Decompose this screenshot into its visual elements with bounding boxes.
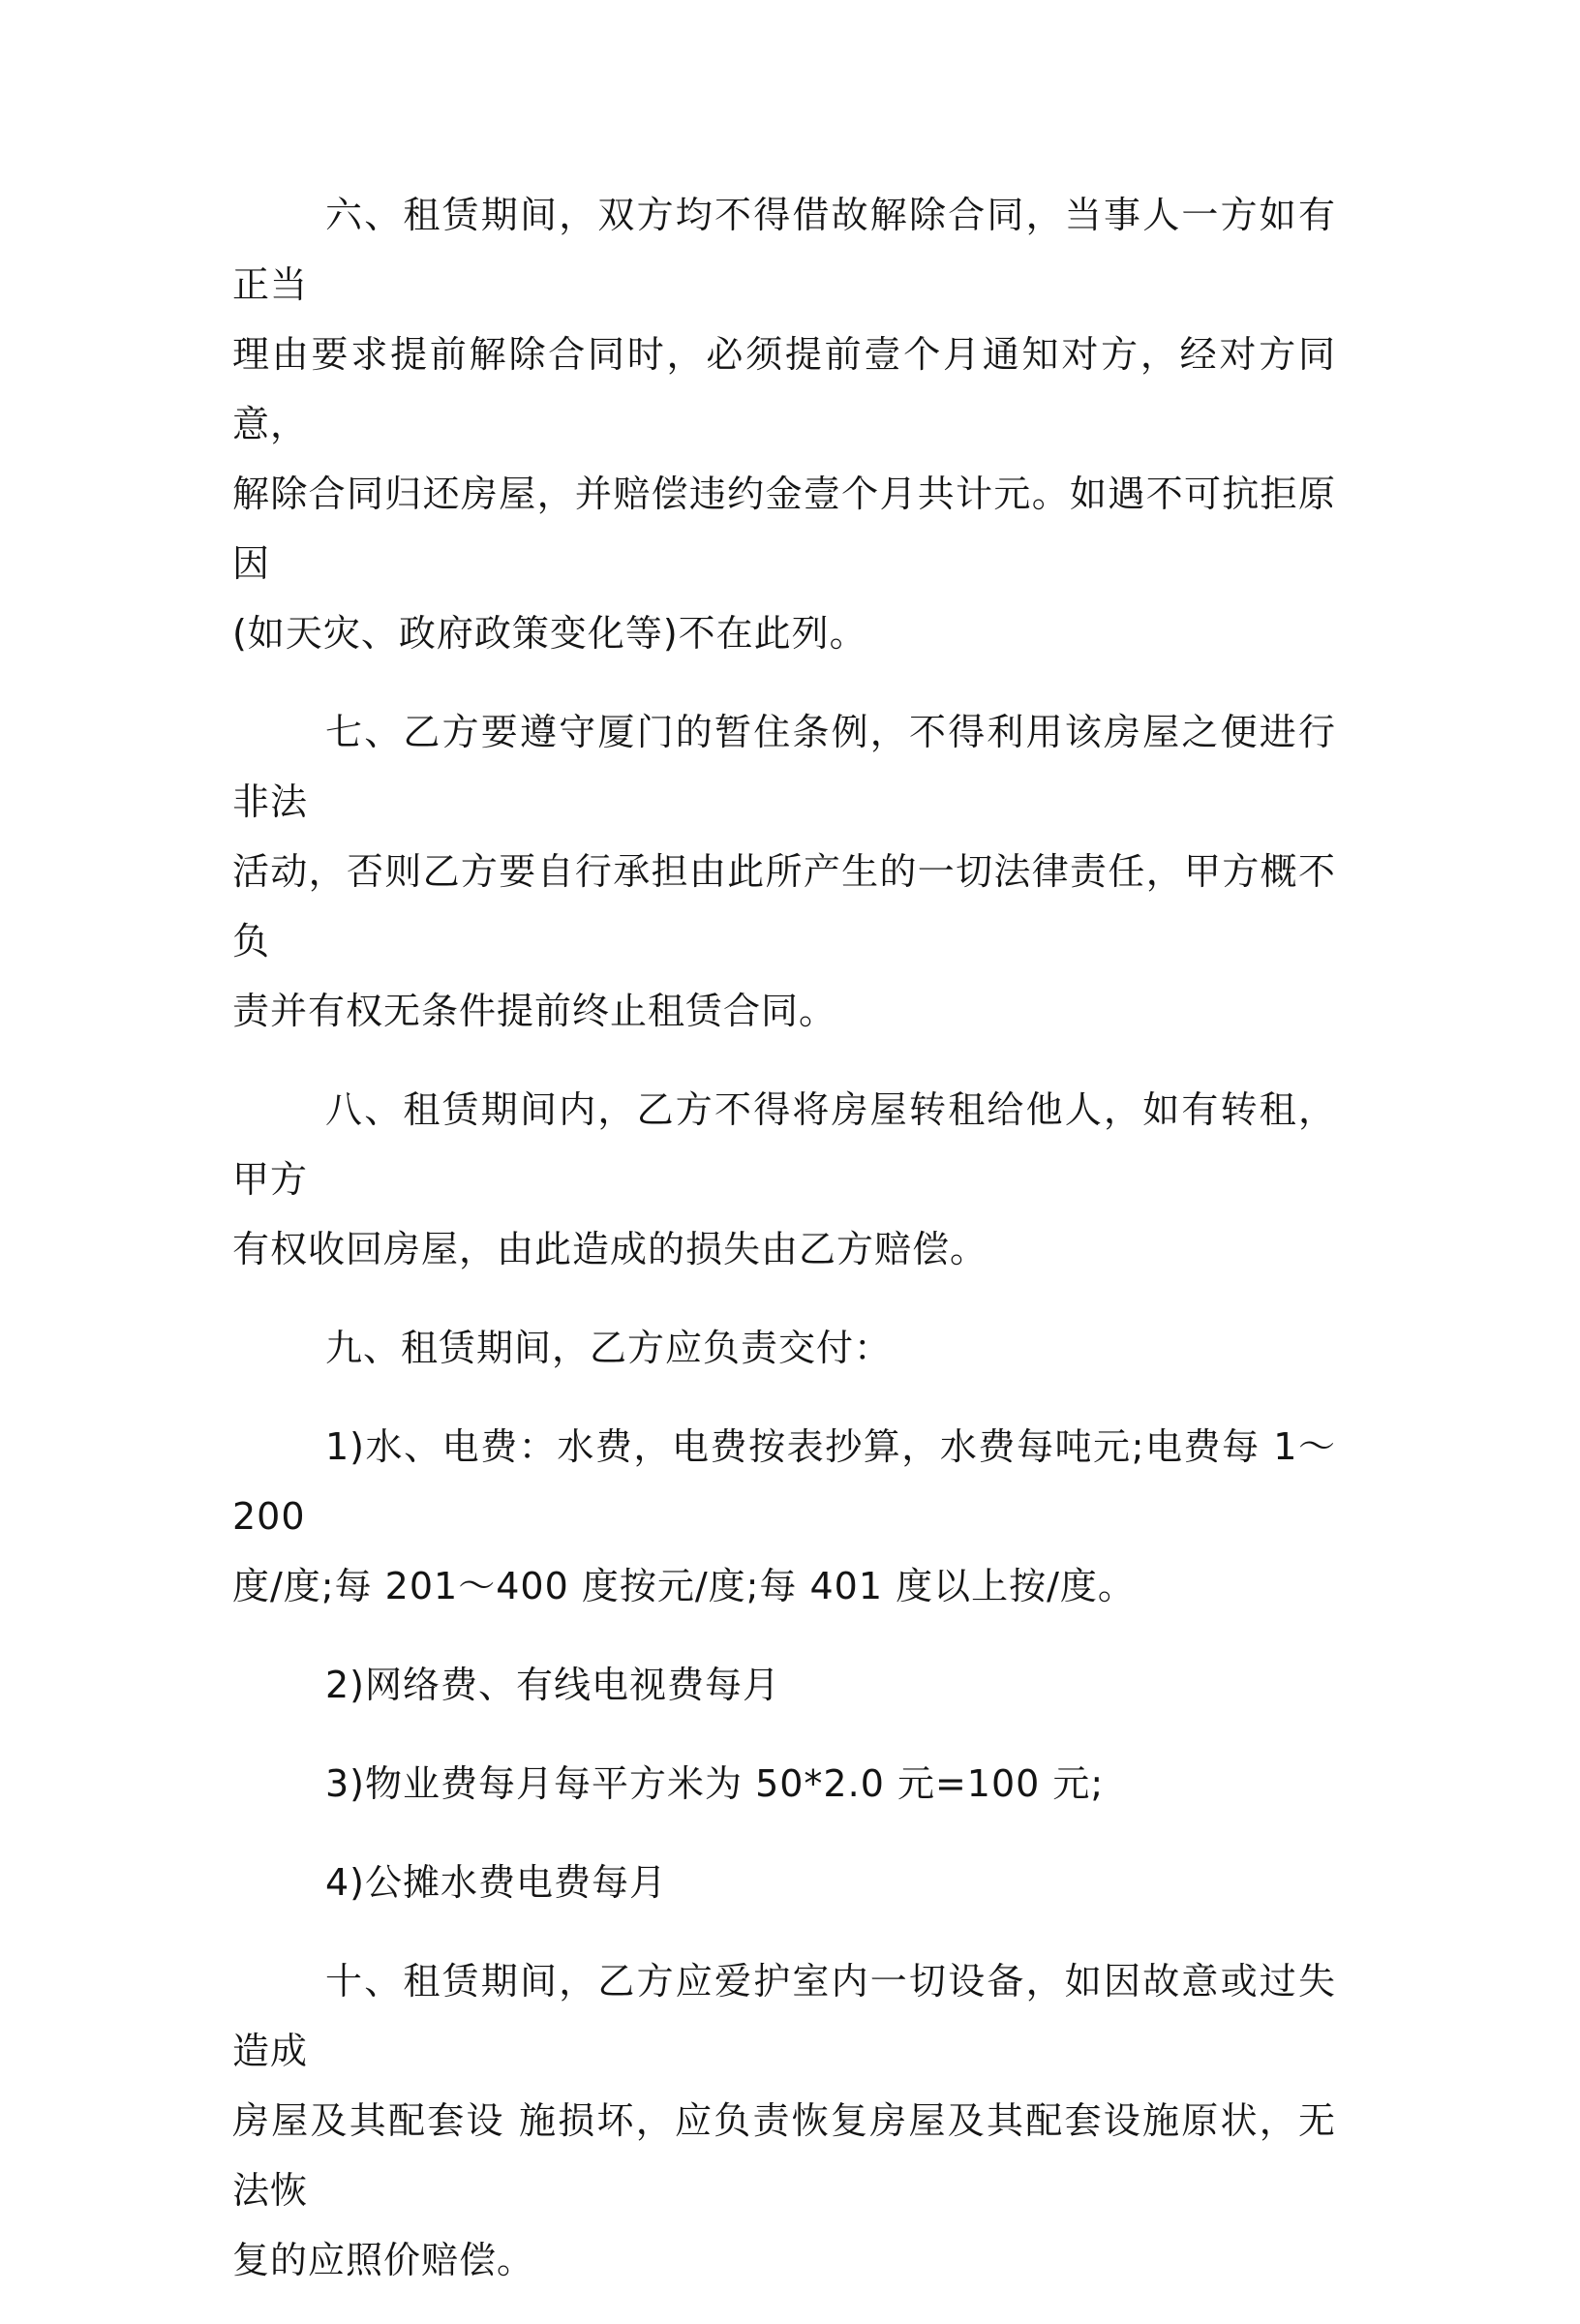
text-line: 度/度;每 201～400 度按元/度;每 401 度以上按/度。 — [232, 1565, 1136, 1607]
text-line: 理由要求提前解除合同时，必须提前壹个月通知对方，经对方同意， — [232, 333, 1336, 445]
text-line: 1)水、电费：水费，电费按表抄算，水费每吨元;电费每 1～200 — [232, 1425, 1336, 1538]
clause-nine-item-one — [232, 1412, 1336, 1621]
text-line: 八、租赁期间内，乙方不得将房屋转租给他人，如有转租，甲方 — [232, 1088, 1336, 1201]
text-line: 解除合同归还房屋，并赔偿违约金壹个月共计元。如遇不可抗拒原因 — [232, 473, 1336, 585]
text-line: 六、租赁期间，双方均不得借故解除合同，当事人一方如有正当 — [232, 194, 1336, 306]
clause-seven-paragraph — [232, 697, 1336, 1046]
text-line: 复的应照价赔偿。 — [232, 2239, 535, 2281]
clause-nine-item-four — [232, 1848, 1336, 1917]
clause-six-paragraph — [232, 180, 1336, 668]
text-line: 4)公摊水费电费每月 — [325, 1861, 668, 1904]
text-line: 十、租赁期间，乙方应爱护室内一切设备，如因故意或过失造成 — [232, 1960, 1336, 2072]
text-line: 九、租赁期间，乙方应负责交付： — [325, 1327, 893, 1369]
clause-nine-item-two — [232, 1650, 1336, 1720]
clause-nine-paragraph — [232, 1313, 1336, 1383]
text-line: 责并有权无条件提前终止租赁合同。 — [232, 990, 837, 1032]
clause-nine-item-three — [232, 1749, 1336, 1819]
text-line: (如天灾、政府政策变化等)不在此列。 — [232, 612, 867, 655]
clause-eight-paragraph — [232, 1075, 1336, 1284]
document-body — [232, 180, 1336, 2324]
clause-ten-paragraph — [232, 1946, 1336, 2295]
text-line: 房屋及其配套设 施损坏，应负责恢复房屋及其配套设施原状，无法恢 — [232, 2099, 1336, 2212]
text-line: 3)物业费每月每平方米为 50*2.0 元=100 元; — [325, 1762, 1105, 1805]
text-line: 七、乙方要遵守厦门的暂住条例，不得利用该房屋之便进行非法 — [232, 711, 1336, 823]
text-line: 2)网络费、有线电视费每月 — [325, 1664, 781, 1706]
text-line: 有权收回房屋，由此造成的损失由乙方赔偿。 — [232, 1228, 988, 1270]
text-line: 活动，否则乙方要自行承担由此所产生的一切法律责任，甲方概不负 — [232, 850, 1336, 963]
